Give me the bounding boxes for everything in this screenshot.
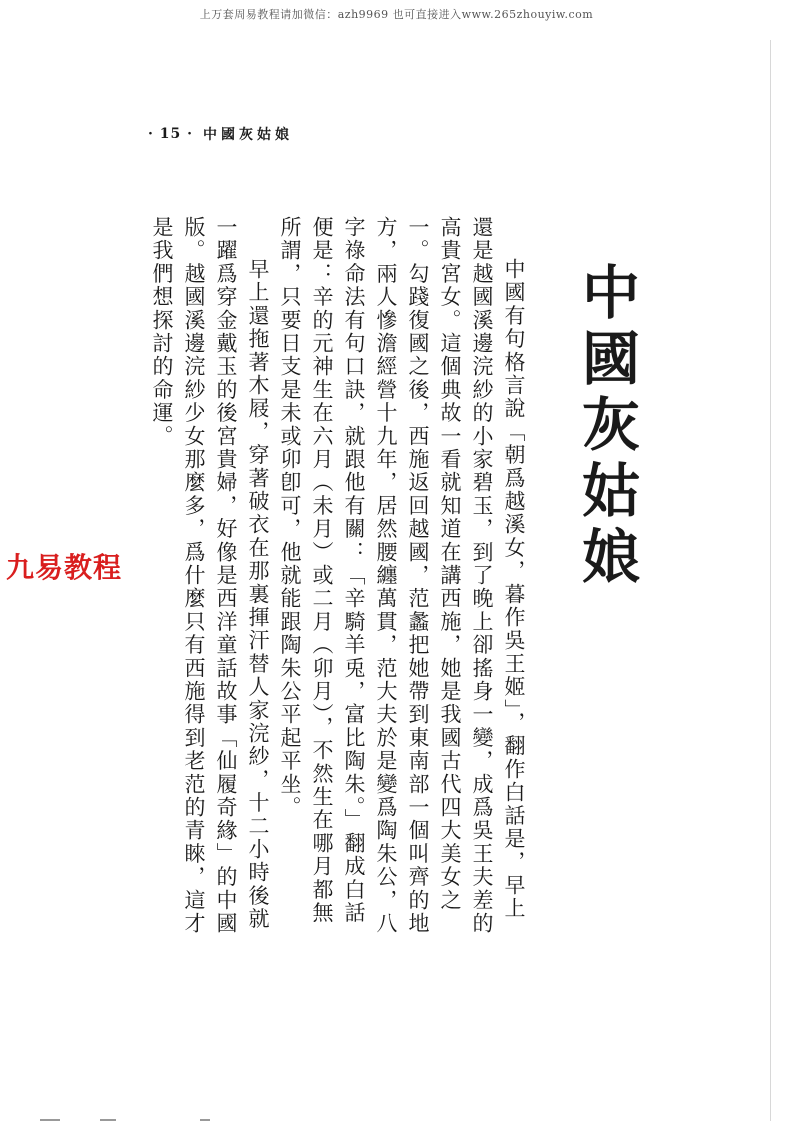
watermark-banner: 上万套周易教程请加微信：azh9969 也可直接进入www.265zhouyiw.com	[199, 8, 594, 21]
chapter-title: 中國灰姑娘	[572, 262, 640, 592]
footer-marks	[40, 1115, 240, 1121]
running-title: 中國灰姑娘	[202, 127, 293, 143]
paragraph-1: 中國有句格言說「朝爲越溪女，暮作吳王姬」，翻作白話是，早上還是越國溪邊浣紗的小家碧玉，到了晚上卻搖身一變，成爲吳王夫差的高貴宮女。這個典故一看就知道在講西施，她是我國古代四大美女之一。勾踐復國之後，西施返回越國，范蠡把她帶到東南部一個叫齊的地方，兩人慘澹經營十九年，居然腰纏萬貫，范大夫於是變爲陶朱公，八字祿命法有句口訣，就跟他有關：「辛騎羊兎，富比陶朱。」翻成白話便是：辛的元神生在六月（未月）或二月（卯月），不然生在哪月都無所謂，只要日支是未或卯卽可，他就能跟陶朱公平起平坐。	[278, 216, 526, 936]
page-edge-line	[770, 40, 771, 1121]
page-number: · 15 ·	[148, 126, 193, 142]
brand-stamp: 九易教程	[6, 551, 123, 584]
body-text	[146, 216, 530, 936]
page-header	[148, 124, 293, 144]
paragraph-2: 早上還拖著木屐，穿著破衣在那裏揮汗替人家浣紗，十二小時後就一躍爲穿金戴玉的後宮貴婦，好像是西洋童話故事「仙履奇緣」的中國版。越國溪邊浣紗少女那麼多，爲什麼只有西施得到老范的青睞，這才是我們想探討的命運。	[150, 216, 270, 936]
